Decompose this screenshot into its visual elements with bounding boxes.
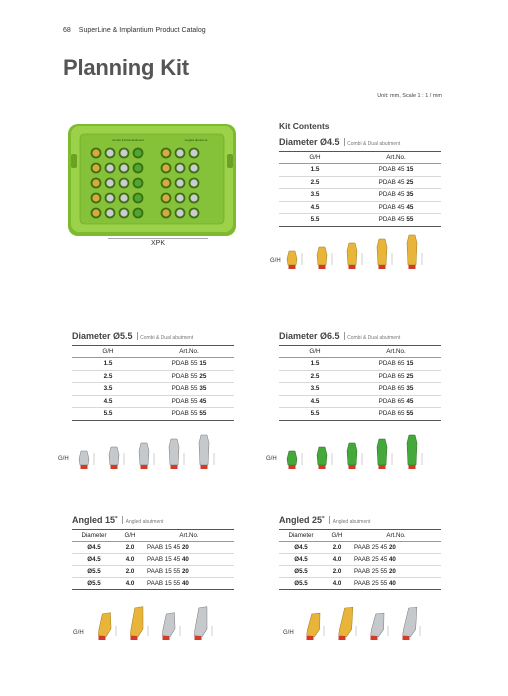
abutments-image-a25 bbox=[298, 600, 448, 648]
article-number: PAAB 15 55 40 bbox=[144, 578, 234, 590]
gh-label-a15: G/H bbox=[73, 630, 84, 636]
kit-abutment bbox=[176, 149, 183, 156]
table-row bbox=[279, 566, 441, 578]
diameter-value: Ø5.5 bbox=[72, 566, 116, 578]
gh-value: 4.0 bbox=[116, 578, 144, 590]
gh-value: 1.5 bbox=[279, 358, 351, 371]
gh-value: 4.0 bbox=[116, 554, 144, 566]
article-number: PDAB 55 55 bbox=[144, 408, 234, 421]
abutment bbox=[169, 439, 184, 469]
kit-abutment bbox=[92, 209, 99, 216]
section-title-a25: Angled 25˚ Angled abutment bbox=[279, 515, 371, 525]
kit-abutment bbox=[134, 179, 141, 186]
page-number: 68 bbox=[63, 27, 71, 34]
gh-value: 2.0 bbox=[323, 542, 351, 554]
gh-value: 1.5 bbox=[279, 164, 351, 177]
section-title-d55: Diameter Ø5.5 Combi & Dual abutment bbox=[72, 331, 194, 341]
unit-note: Unit: mm, Scale 1 : 1 / mm bbox=[377, 93, 442, 99]
diameter-value: Ø5.5 bbox=[279, 566, 323, 578]
table-a25: Diameter G/H Art.No. Ø4.5 2.0 PAAB 25 45 20 Ø4.5 4.0 PAAB 25 45 40 Ø5.5 2.0 PAAB 25 55 20 Ø5.5 4.0 PAAB 25 55 40 bbox=[279, 529, 441, 590]
abutments-image-d55 bbox=[62, 435, 232, 477]
kit-abutment bbox=[134, 209, 141, 216]
gh-value: 3.5 bbox=[279, 383, 351, 396]
article-number: PDAB 45 55 bbox=[351, 214, 441, 227]
kit-abutment bbox=[190, 149, 197, 156]
gh-value: 5.5 bbox=[279, 214, 351, 227]
abutments-image-d45 bbox=[270, 235, 440, 275]
section-title-d45: Diameter Ø4.5 Combi & Dual abutment bbox=[279, 137, 401, 147]
diameter-value: Ø5.5 bbox=[72, 578, 116, 590]
kit-abutment bbox=[120, 164, 127, 171]
article-number: PDAB 45 15 bbox=[351, 164, 441, 177]
gh-value: 4.5 bbox=[72, 395, 144, 408]
abutment bbox=[109, 447, 124, 469]
planning-kit-image bbox=[68, 122, 236, 238]
table-d45 bbox=[279, 151, 441, 227]
abutment bbox=[377, 439, 392, 469]
abutment bbox=[79, 451, 94, 469]
section-title-a15: Angled 15˚ Angled abutment bbox=[72, 515, 164, 525]
gh-label-d55: G/H bbox=[58, 456, 69, 462]
page-header bbox=[63, 27, 206, 34]
kit-abutment bbox=[120, 179, 127, 186]
kit-abutment bbox=[134, 194, 141, 201]
kit-caption: XPK bbox=[150, 240, 165, 247]
kit-abutment bbox=[176, 164, 183, 171]
article-number: PAAB 15 45 40 bbox=[144, 554, 234, 566]
kit-abutment bbox=[106, 179, 113, 186]
gh-value: 4.5 bbox=[279, 201, 351, 214]
article-number: PDAB 55 25 bbox=[144, 370, 234, 383]
gh-value: 1.5 bbox=[72, 358, 144, 371]
section-title-d65: Diameter Ø6.5 Combi & Dual abutment bbox=[279, 331, 401, 341]
abutment bbox=[347, 243, 362, 269]
gh-value: 2.5 bbox=[279, 370, 351, 383]
gh-label-a25: G/H bbox=[283, 630, 294, 636]
kit-abutment bbox=[190, 209, 197, 216]
diameter-value: Ø4.5 bbox=[279, 542, 323, 554]
abutment bbox=[139, 443, 154, 469]
col-artno: Art.No. bbox=[144, 346, 234, 358]
gh-value: 4.0 bbox=[323, 554, 351, 566]
table-row bbox=[279, 408, 441, 421]
article-number: PDAB 45 35 bbox=[351, 189, 441, 202]
article-number: PDAB 65 45 bbox=[351, 395, 441, 408]
table-row bbox=[279, 383, 441, 396]
table-row bbox=[72, 395, 234, 408]
abutment bbox=[407, 235, 422, 269]
article-number: PDAB 65 15 bbox=[351, 358, 441, 371]
table-row bbox=[72, 358, 234, 371]
abutment bbox=[377, 239, 392, 269]
kit-abutment bbox=[106, 209, 113, 216]
diameter-value: Ø4.5 bbox=[279, 554, 323, 566]
kit-abutment bbox=[162, 194, 169, 201]
table-row bbox=[279, 542, 441, 554]
angled-abutment bbox=[339, 606, 357, 640]
article-number: PAAB 15 55 20 bbox=[144, 566, 234, 578]
gh-value: 2.5 bbox=[279, 176, 351, 189]
table-row bbox=[279, 370, 441, 383]
gh-value: 2.5 bbox=[72, 370, 144, 383]
page-title: Planning Kit bbox=[63, 55, 189, 80]
table-row bbox=[72, 408, 234, 421]
kit-abutment bbox=[162, 179, 169, 186]
kit-abutment bbox=[134, 149, 141, 156]
kit-abutment bbox=[106, 194, 113, 201]
kit-abutment bbox=[162, 164, 169, 171]
table-row bbox=[279, 189, 441, 202]
table-row bbox=[279, 358, 441, 371]
abutment bbox=[287, 251, 302, 269]
kit-left-label: Combi & Dual abutment bbox=[112, 138, 144, 142]
gh-value: 4.5 bbox=[279, 395, 351, 408]
article-number: PDAB 65 35 bbox=[351, 383, 441, 396]
gh-value: 5.5 bbox=[279, 408, 351, 421]
abutment bbox=[317, 447, 332, 469]
article-number: PDAB 45 25 bbox=[351, 176, 441, 189]
caption-divider bbox=[108, 238, 208, 239]
catalog-name: SuperLine & Implantium Product Catalog bbox=[78, 27, 206, 34]
diameter-value: Ø5.5 bbox=[279, 578, 323, 590]
gh-label-d65: G/H bbox=[266, 456, 277, 462]
table-d55 bbox=[72, 345, 234, 421]
table-row bbox=[279, 554, 441, 566]
kit-abutment bbox=[190, 179, 197, 186]
kit-contents-heading: Kit Contents bbox=[279, 121, 330, 131]
gh-value: 2.0 bbox=[116, 542, 144, 554]
kit-abutment bbox=[190, 194, 197, 201]
kit-abutment bbox=[92, 179, 99, 186]
gh-label-d45: G/H bbox=[270, 258, 281, 264]
abutments-image-a15 bbox=[90, 600, 240, 648]
abutment bbox=[317, 247, 332, 269]
angled-abutment bbox=[403, 606, 421, 640]
table-row bbox=[72, 370, 234, 383]
abutment bbox=[407, 435, 422, 469]
kit-abutment bbox=[120, 149, 127, 156]
kit-abutment bbox=[190, 164, 197, 171]
article-number: PAAB 15 45 20 bbox=[144, 542, 234, 554]
table-row bbox=[72, 383, 234, 396]
kit-abutment bbox=[120, 209, 127, 216]
table-row bbox=[279, 395, 441, 408]
article-number: PAAB 25 45 40 bbox=[351, 554, 441, 566]
abutment bbox=[347, 443, 362, 469]
table-row bbox=[279, 164, 441, 177]
abutments-image-d65 bbox=[270, 435, 440, 477]
kit-abutment bbox=[120, 194, 127, 201]
table-d65 bbox=[279, 345, 441, 421]
abutment bbox=[199, 435, 214, 469]
table-row bbox=[72, 578, 234, 590]
angled-abutment bbox=[162, 612, 180, 640]
abutment bbox=[287, 451, 302, 469]
angled-abutment bbox=[98, 612, 116, 640]
table-row bbox=[279, 578, 441, 590]
article-number: PAAB 25 55 40 bbox=[351, 578, 441, 590]
angled-abutment bbox=[307, 612, 325, 640]
gh-value: 3.5 bbox=[279, 189, 351, 202]
kit-abutment bbox=[176, 209, 183, 216]
kit-abutment bbox=[106, 164, 113, 171]
gh-value: 4.0 bbox=[323, 578, 351, 590]
gh-value: 3.5 bbox=[72, 383, 144, 396]
kit-abutment bbox=[92, 164, 99, 171]
col-gh: G/H bbox=[279, 152, 351, 164]
gh-value: 5.5 bbox=[72, 408, 144, 421]
table-row bbox=[279, 201, 441, 214]
article-number: PDAB 55 45 bbox=[144, 395, 234, 408]
col-artno: Art.No. bbox=[351, 346, 441, 358]
kit-right-label: Angled abutment bbox=[184, 138, 208, 142]
article-number: PDAB 65 55 bbox=[351, 408, 441, 421]
article-number: PDAB 45 45 bbox=[351, 201, 441, 214]
kit-abutment bbox=[162, 149, 169, 156]
kit-abutment bbox=[106, 149, 113, 156]
table-row bbox=[279, 214, 441, 227]
angled-abutment bbox=[194, 606, 212, 640]
diameter-value: Ø4.5 bbox=[72, 542, 116, 554]
article-number: PDAB 65 25 bbox=[351, 370, 441, 383]
table-a15: Diameter G/H Art.No. Ø4.5 2.0 PAAB 15 45 20 Ø4.5 4.0 PAAB 15 45 40 Ø5.5 2.0 PAAB 15 55 20 Ø5.5 4.0 PAAB 15 55 40 bbox=[72, 529, 234, 590]
article-number: PAAB 25 45 20 bbox=[351, 542, 441, 554]
article-number: PDAB 55 15 bbox=[144, 358, 234, 371]
article-number: PDAB 55 35 bbox=[144, 383, 234, 396]
angled-abutment bbox=[371, 612, 389, 640]
gh-value: 2.0 bbox=[116, 566, 144, 578]
diameter-value: Ø4.5 bbox=[72, 554, 116, 566]
table-row bbox=[72, 566, 234, 578]
table-row bbox=[72, 542, 234, 554]
kit-abutment bbox=[92, 194, 99, 201]
table-row bbox=[279, 176, 441, 189]
kit-abutment bbox=[92, 149, 99, 156]
col-artno: Art.No. bbox=[351, 152, 441, 164]
kit-abutment bbox=[162, 209, 169, 216]
kit-abutment bbox=[176, 194, 183, 201]
col-gh: G/H bbox=[72, 346, 144, 358]
angled-abutment bbox=[130, 606, 148, 640]
kit-abutment bbox=[134, 164, 141, 171]
kit-abutment bbox=[176, 179, 183, 186]
article-number: PAAB 25 55 20 bbox=[351, 566, 441, 578]
col-gh: G/H bbox=[279, 346, 351, 358]
table-row bbox=[72, 554, 234, 566]
gh-value: 2.0 bbox=[323, 566, 351, 578]
